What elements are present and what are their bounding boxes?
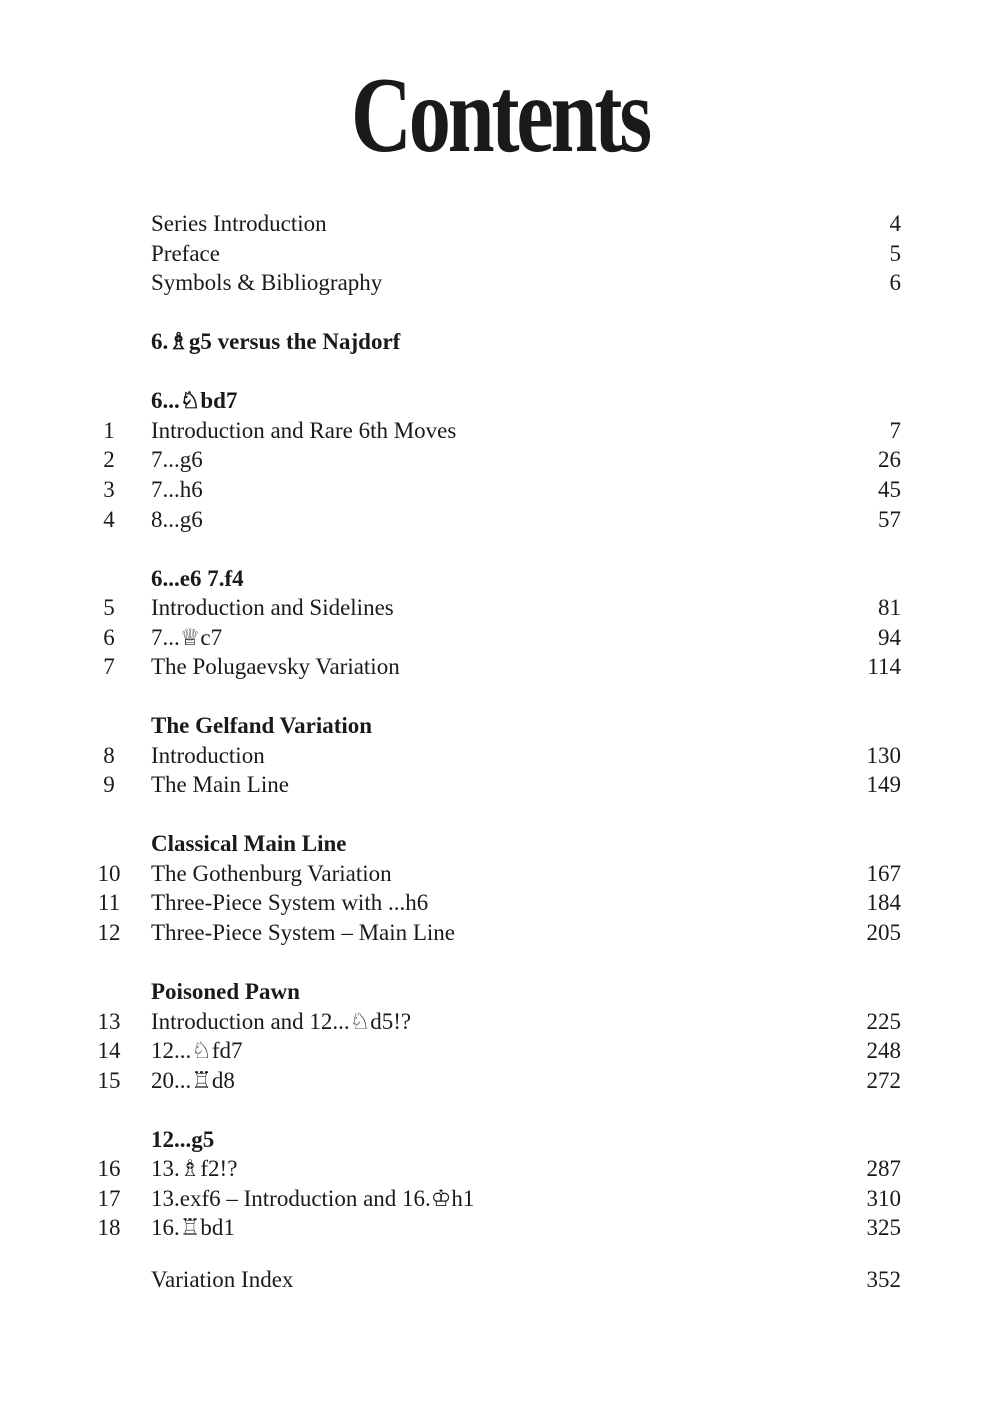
entry-label: Symbols & Bibliography (151, 270, 383, 295)
chapter-entry[interactable] (0, 918, 1000, 948)
chapter-number: 12 (97, 920, 121, 945)
chapter-title: Three-Piece System – Main Line (151, 920, 456, 945)
chapter-number: 3 (103, 477, 115, 502)
chapter-page: 310 (866, 1186, 901, 1211)
chapter-number: 18 (97, 1215, 121, 1240)
chapter-title: The Main Line (151, 772, 289, 797)
chapter-number: 14 (97, 1038, 121, 1063)
entry-page: 352 (866, 1267, 901, 1292)
chapter-page: 130 (866, 743, 901, 768)
toc-entry-variation-index[interactable] (0, 1265, 1000, 1295)
chapter-page: 287 (866, 1156, 901, 1181)
chapter-page: 205 (866, 920, 901, 945)
section-heading (0, 977, 1000, 1007)
chapter-entry[interactable] (0, 505, 1000, 535)
entry-label: Series Introduction (151, 211, 327, 236)
chapter-entry[interactable] (0, 859, 1000, 889)
chapter-number: 11 (97, 890, 121, 915)
section-heading (0, 711, 1000, 741)
chapter-entry[interactable] (0, 416, 1000, 446)
chapter-title: 13.♗f2!? (151, 1156, 238, 1181)
section-heading (0, 564, 1000, 594)
entry-page: 4 (889, 211, 901, 236)
chapter-title: 12...♘fd7 (151, 1038, 243, 1063)
chapter-title: Three-Piece System with ...h6 (151, 890, 429, 915)
chapter-entry[interactable] (0, 475, 1000, 505)
chapter-title: 13.exf6 – Introduction and 16.♔h1 (151, 1186, 475, 1211)
chapter-title: Introduction and 12...♘d5!? (151, 1009, 412, 1034)
chapter-entry[interactable] (0, 593, 1000, 623)
chapter-page: 184 (866, 890, 901, 915)
chapter-title: 8...g6 (151, 507, 203, 532)
chapter-page: 7 (889, 418, 901, 443)
chapter-title: Introduction and Sidelines (151, 595, 394, 620)
chapter-page: 149 (866, 772, 901, 797)
chapter-page: 225 (866, 1009, 901, 1034)
chapter-number: 10 (97, 861, 121, 886)
entry-label: Preface (151, 241, 220, 266)
section-heading (0, 1125, 1000, 1155)
chapter-title: Introduction and Rare 6th Moves (151, 418, 457, 443)
chapter-title: 16.♖bd1 (151, 1215, 235, 1240)
toc-entry-symbols-bibliography[interactable] (0, 268, 1000, 298)
chapter-entry[interactable] (0, 770, 1000, 800)
section-heading (0, 386, 1000, 416)
chapter-entry[interactable] (0, 888, 1000, 918)
chapter-number: 2 (103, 447, 115, 472)
chapter-entry[interactable] (0, 652, 1000, 682)
chapter-page: 94 (878, 625, 901, 650)
chapter-entry[interactable] (0, 1036, 1000, 1066)
chapter-entry[interactable] (0, 445, 1000, 475)
toc-entry-preface[interactable] (0, 239, 1000, 269)
chapter-entry[interactable] (0, 1213, 1000, 1243)
chapter-entry[interactable] (0, 741, 1000, 771)
chapter-page: 248 (866, 1038, 901, 1063)
chapter-number: 1 (103, 418, 115, 443)
section-title: Poisoned Pawn (151, 979, 300, 1004)
chapter-title: 7...♕c7 (151, 625, 223, 650)
chapter-page: 26 (878, 447, 901, 472)
chapter-entry[interactable] (0, 623, 1000, 653)
chapter-page: 81 (878, 595, 901, 620)
chapter-page: 57 (878, 507, 901, 532)
section-title: The Gelfand Variation (151, 713, 373, 738)
chapter-entry[interactable] (0, 1154, 1000, 1184)
chapter-page: 325 (866, 1215, 901, 1240)
chapter-page: 167 (866, 861, 901, 886)
chapter-entry[interactable] (0, 1066, 1000, 1096)
chapter-number: 13 (97, 1009, 121, 1034)
chapter-number: 9 (103, 772, 115, 797)
entry-page: 5 (889, 241, 901, 266)
chapter-title: 7...h6 (151, 477, 203, 502)
chapter-number: 4 (103, 507, 115, 532)
part-title: 6.♗g5 versus the Najdorf (151, 329, 401, 354)
chapter-number: 8 (103, 743, 115, 768)
section-title: Classical Main Line (151, 831, 347, 856)
section-title: 6...e6 7.f4 (151, 566, 244, 591)
chapter-title: Introduction (151, 743, 265, 768)
chapter-title: 7...g6 (151, 447, 203, 472)
chapter-page: 114 (867, 654, 901, 679)
chapter-title: 20...♖d8 (151, 1068, 235, 1093)
chapter-number: 16 (97, 1156, 121, 1181)
chapter-number: 15 (97, 1068, 121, 1093)
entry-page: 6 (889, 270, 901, 295)
part-heading (0, 327, 1000, 357)
toc-entry-series-introduction[interactable] (0, 209, 1000, 239)
chapter-number: 5 (103, 595, 115, 620)
entry-label: Variation Index (151, 1267, 294, 1292)
chapter-title: The Polugaevsky Variation (151, 654, 400, 679)
chapter-title: The Gothenburg Variation (151, 861, 392, 886)
chapter-entry[interactable] (0, 1007, 1000, 1037)
section-heading (0, 829, 1000, 859)
chapter-number: 7 (103, 654, 115, 679)
page-title: Contents (351, 56, 649, 175)
chapter-page: 272 (866, 1068, 901, 1093)
chapter-entry[interactable] (0, 1184, 1000, 1214)
chapter-page: 45 (878, 477, 901, 502)
chapter-number: 6 (103, 625, 115, 650)
chapter-number: 17 (97, 1186, 121, 1211)
section-title: 12...g5 (151, 1127, 215, 1152)
section-title: 6...♘bd7 (151, 388, 238, 413)
